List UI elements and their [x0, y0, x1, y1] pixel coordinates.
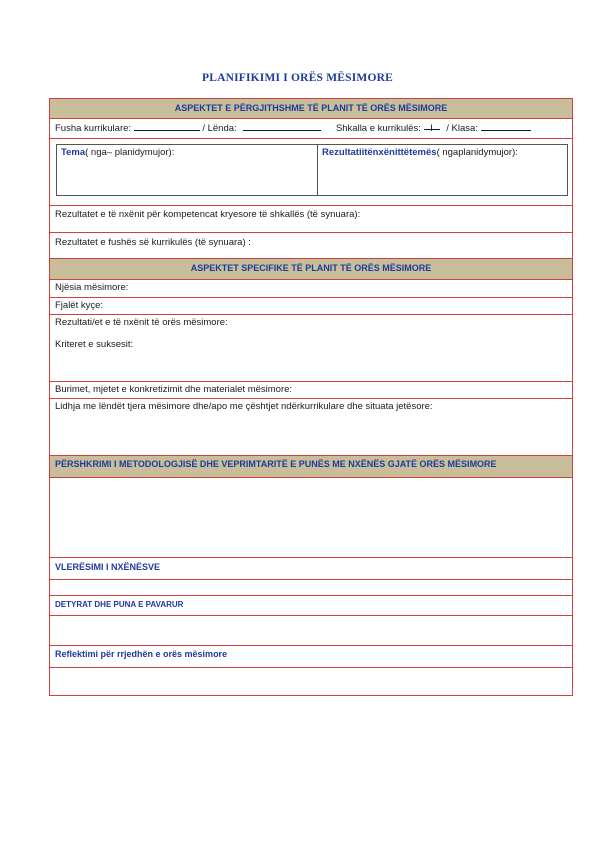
rezultatet-tema-note: ( ngaplanidymujor):	[436, 147, 518, 158]
klasa-blank[interactable]	[481, 120, 531, 131]
detyrat-label: DETYRAT DHE PUNA E PAVARUR	[55, 600, 184, 609]
fushes-row[interactable]	[50, 232, 572, 258]
rezultatet-tema-cell[interactable]	[318, 145, 567, 195]
metodologjia-area[interactable]	[50, 477, 572, 557]
fusha-label: Fusha kurrikulare:	[55, 123, 132, 134]
kompetencat-label: Rezultatet e të nxënit për kompetencat kryesore të shkallës (të synuara):	[55, 209, 361, 220]
reflektimi-label: Reflektimi për rrjedhën e orës mësimore	[55, 649, 228, 659]
shkalla-label: Shkalla e kurrikulës:	[335, 123, 421, 134]
detyrat-header	[50, 595, 572, 615]
fjalet-label: Fjalët kyçe:	[55, 300, 104, 311]
fjalet-row[interactable]	[50, 297, 572, 314]
reflektimi-header	[50, 645, 572, 667]
fusha-blank[interactable]	[134, 120, 200, 131]
tema-cell[interactable]	[57, 145, 318, 195]
lidhja-label: Lidhja me lëndët tjera mësimore dhe/apo me çështjet ndërkurrikulare dhe situata jetësore:	[55, 401, 433, 412]
rezultati-ores-row[interactable]	[50, 314, 572, 381]
general-aspects-header: ASPEKTET E PËRGJITHSHME TË PLANIT TË ORËS MËSIMORE	[50, 99, 572, 118]
rezultati-ores-label: Rezultati/et e të nxënit të orës mësimore:	[55, 317, 228, 328]
vleresimi-area[interactable]	[50, 579, 572, 595]
rezultatet-tema-label: Rezultatiitënxënittëtemës	[322, 147, 437, 158]
kompetencat-row[interactable]	[50, 205, 572, 232]
reflektimi-area[interactable]	[50, 667, 572, 695]
lidhja-row[interactable]	[50, 398, 572, 455]
fushes-label: Rezultatet e fushës së kurrikulës (të synuara) :	[55, 237, 251, 248]
burimet-row[interactable]	[50, 381, 572, 398]
klasa-label: / Klasa:	[446, 123, 478, 134]
tema-rezultatet-table	[56, 144, 568, 196]
burimet-label: Burimet, mjetet e konkretizimit dhe materialet mësimore:	[55, 384, 293, 395]
tema-note: ( nga– planidymujor):	[85, 147, 175, 158]
detyrat-area[interactable]	[50, 615, 572, 645]
njesia-label: Njësia mësimore:	[55, 282, 129, 293]
lesson-plan-form	[49, 98, 573, 696]
vleresimi-label: VLERËSIMI I NXËNËSVE	[55, 562, 161, 572]
shkalla-blank[interactable]	[424, 119, 440, 134]
vleresimi-header	[50, 557, 572, 579]
specific-aspects-header: ASPEKTET SPECIFIKE TË PLANIT TË ORËS MËSIMORE	[50, 258, 572, 279]
page-title: PLANIFIKIMI I ORËS MËSIMORE	[201, 72, 394, 84]
info-line	[50, 118, 572, 138]
lenda-label: / Lënda:	[202, 123, 237, 134]
kriteret-label: Kriteret e suksesit:	[55, 339, 134, 350]
njesia-row[interactable]	[50, 279, 572, 297]
lenda-blank[interactable]	[243, 120, 321, 131]
metodologjia-header: PËRSHKRIMI I METODOLOGJISË DHE VEPRIMTARITË E PUNËS ME NXËNËS GJATË ORËS MËSIMORE	[50, 455, 572, 477]
shkalla-value: I	[430, 123, 433, 134]
tema-label: Tema	[61, 147, 86, 158]
tema-rezultatet-row	[50, 138, 572, 205]
